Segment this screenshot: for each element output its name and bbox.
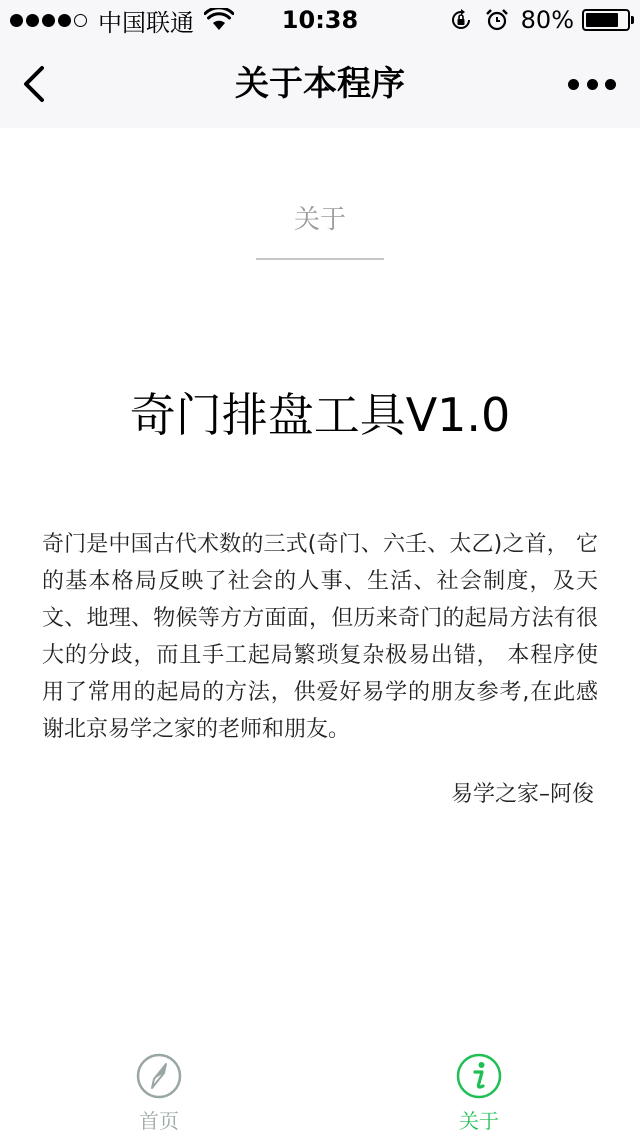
tab-bar [0, 1040, 640, 1136]
status-time: 10:38 [281, 6, 359, 34]
battery-icon [582, 9, 630, 31]
page-title: 关于本程序 [235, 64, 405, 104]
tab-home[interactable] [79, 1040, 239, 1136]
chevron-left-icon[interactable] [16, 62, 52, 106]
section-divider [256, 258, 384, 260]
alarm-icon [485, 8, 509, 32]
info-icon [455, 1052, 503, 1100]
tab-about[interactable] [399, 1040, 559, 1136]
carrier-name: 中国联通 [98, 8, 194, 37]
tab-home-label: 首页 [139, 1109, 179, 1133]
orientation-lock-icon [449, 8, 473, 32]
app-title: 奇门排盘工具V1.0 [129, 388, 511, 442]
more-dots-icon[interactable] [568, 70, 616, 98]
app-description: 奇门是中国古代术数的三式(奇门、六壬、太乙)之首， 它的基本格局反映了社会的人事、生活、社会制度，及天文、地理、物候等方方面面，但历来奇门的起局方法有很大的分歧，而且手工起局繁琐复杂极易出错， 本程序使用了常用的起局的方法，供爱好易学的朋友参考,在此感谢北京易学之家的老师和朋友。 [42, 532, 598, 742]
section-label: 关于 [293, 205, 346, 235]
compass-icon [135, 1052, 183, 1100]
battery-percent: 80% [520, 6, 574, 34]
nav-bar [0, 40, 640, 128]
status-bar [0, 0, 640, 40]
tab-about-label: 关于 [459, 1109, 499, 1133]
battery-fill [586, 13, 618, 27]
author-signature: 易学之家–阿俊 [450, 782, 594, 807]
status-right [449, 0, 630, 40]
